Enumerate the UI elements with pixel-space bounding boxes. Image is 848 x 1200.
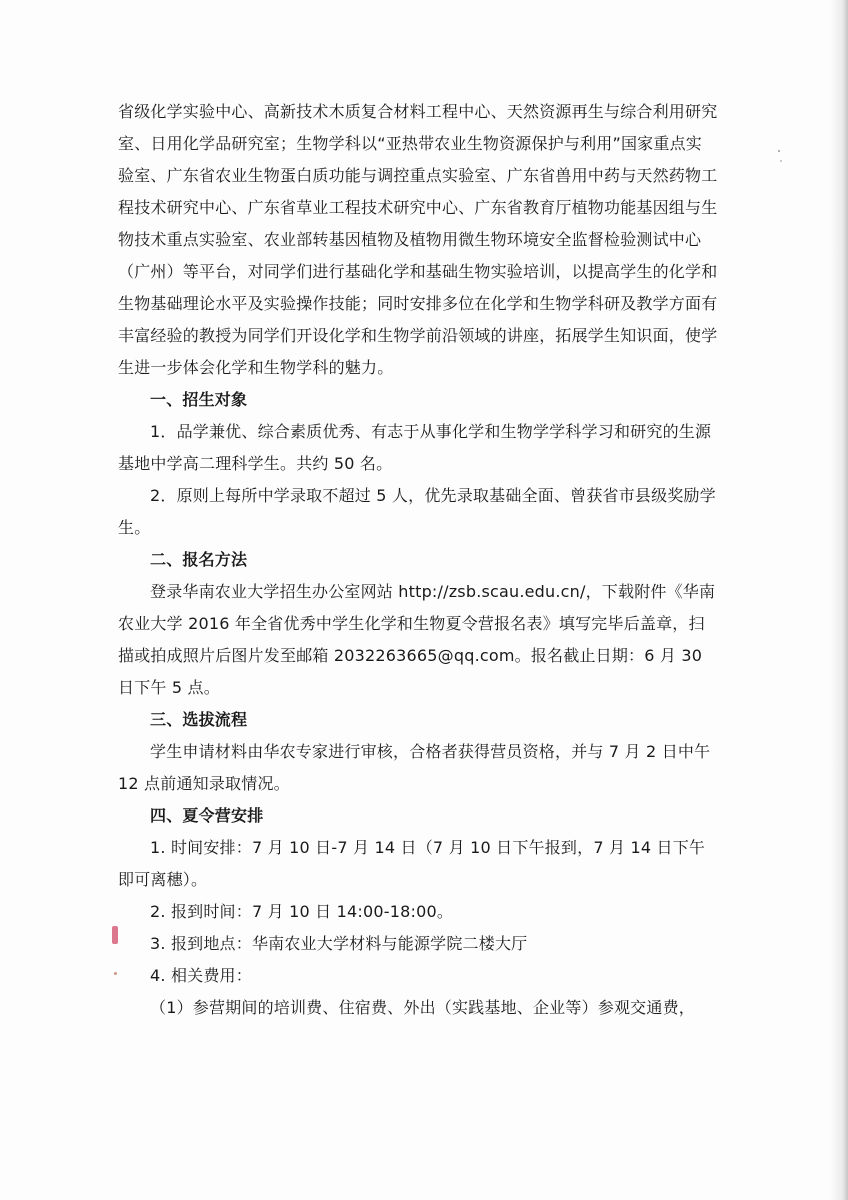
section-heading-enrollment: 一、招生对象	[150, 390, 248, 409]
intro-paragraph: 省级化学实验中心、高新技术木质复合材料工程中心、天然资源再生与综合利用研究室、日用化学品研究室；生物学科以“亚热带农业生物资源保护与利用”国家重点实验室、广东省农业生物蛋白质功能与调控重点实验室、广东省兽用中药与天然药物工程技术研究中心、广东省草业工程技术研究中心、广东省教育厅植物功能基因组与生物技术重点实验室、农业部转基因植物及植物用微生物环境安全监督检验测试中心（广州）等平台，对同学们进行基础化学和基础生物实验培训，以提高学生的化学和生物基础理论水平及实验操作技能；同时安排多位在化学和生物学科研及教学方面有丰富经验的教授为同学们开设化学和生物学前沿领域的讲座，拓展学生知识面，使学生进一步体会化学和生物学科的魅力。	[118, 102, 718, 377]
arrangement-item-1: 1. 时间安排：7 月 10 日-7 月 14 日（7 月 10 日下午报到，7 月 14 日下午即可离穗）。	[118, 838, 706, 889]
registration-paragraph: 登录华南农业大学招生办公室网站 http://zsb.scau.edu.cn/，下载附件《华南农业大学 2016 年全省优秀中学生化学和生物夏令营报名表》填写完毕后盖章，扫描或拍成照片后图片发至邮箱 2032263665@qq.com。报名截止日期：6 月 30 日下午 5 点。	[118, 582, 716, 697]
section-heading-selection: 三、选拔流程	[150, 710, 248, 729]
scan-speck	[780, 160, 782, 162]
enrollment-item-1: 1．品学兼优、综合素质优秀、有志于从事化学和生物学学科学习和研究的生源基地中学高二理科学生。共约 50 名。	[118, 422, 712, 473]
scan-speck	[778, 150, 780, 152]
scan-edge-shadow	[830, 0, 848, 1200]
section-heading-arrangement: 四、夏令营安排	[150, 806, 264, 825]
document-body	[118, 96, 718, 1024]
arrangement-item-4: 4. 相关费用：	[150, 966, 252, 985]
ink-dot	[114, 972, 117, 975]
enrollment-item-2: 2．原则上每所中学录取不超过 5 人，优先录取基础全面、曾获省市县级奖励学生。	[118, 486, 716, 537]
selection-paragraph: 学生申请材料由华农专家进行审核，合格者获得营员资格，并与 7 月 2 日中午 12 点前通知录取情况。	[118, 742, 711, 793]
arrangement-item-2: 2. 报到时间：7 月 10 日 14:00-18:00。	[150, 902, 454, 921]
fee-item-1: （1）参营期间的培训费、住宿费、外出（实践基地、企业等）参观交通费，	[150, 998, 695, 1017]
section-heading-registration: 二、报名方法	[150, 550, 248, 569]
arrangement-item-3: 3. 报到地点：华南农业大学材料与能源学院二楼大厅	[150, 934, 528, 953]
